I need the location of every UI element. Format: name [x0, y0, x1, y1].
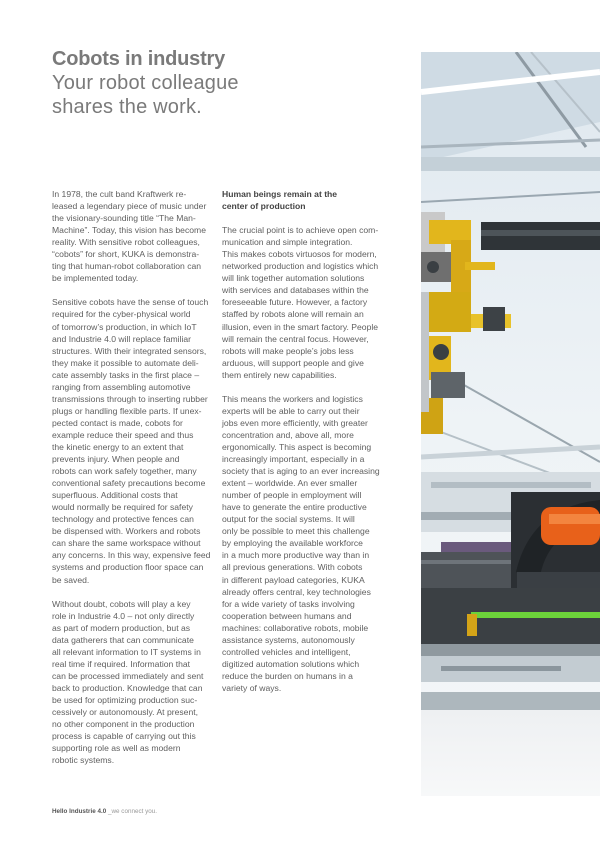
text-line: center of production	[222, 201, 306, 212]
text-line: robots can work safely together, many	[52, 466, 197, 477]
text-line: Without doubt, cobots will play a key	[52, 598, 191, 609]
text-line: robotic systems.	[52, 755, 115, 766]
text-line: ranging from assembling automotive	[52, 381, 191, 392]
text-line: arduous, will support people and give	[222, 357, 364, 368]
text-line: supporting role as well as modern	[52, 743, 181, 754]
text-line: process is capable of carrying out this	[52, 731, 196, 742]
text-line: munication and simple integration.	[222, 237, 353, 248]
body-paragraph	[52, 598, 212, 767]
text-line: pected contact is made, cobots for	[52, 417, 183, 428]
page-subtitle-line-2: shares the work.	[52, 96, 202, 118]
text-line: Human beings remain at the	[222, 189, 338, 199]
page-footer	[52, 808, 157, 815]
text-line: assistance systems, autonomously	[222, 634, 355, 645]
text-line: increasingly important, especially in a	[222, 454, 365, 465]
text-line: robots will make people’s jobs less	[222, 345, 354, 356]
text-line: in different payload categories, KUKA	[222, 574, 365, 585]
text-line: “cobots” for short, KUKA is demonstra-	[52, 249, 200, 260]
text-line: have to generate the entire productive	[222, 502, 367, 513]
text-line: already offers central, key technologies	[222, 586, 371, 597]
text-line: the kinetic energy to an extent that	[52, 441, 184, 452]
text-line: will link together automation solutions	[222, 273, 365, 284]
text-line: for a wide variety of tasks involving	[222, 598, 355, 609]
text-line: superfluous. Additional costs that	[52, 490, 178, 501]
text-line: reality. With sensitive robot colleagues,	[52, 237, 200, 248]
text-line: by employing the available workforce	[222, 538, 363, 549]
text-line: conventional safety precautions become	[52, 478, 206, 489]
text-line: be used for optimizing production suc-	[52, 694, 198, 705]
text-line: society that is aging to an ever increasing	[222, 466, 380, 477]
text-line: real time if required. Information that	[52, 658, 191, 669]
text-line: reduce the burden on humans in a	[222, 670, 353, 681]
text-line: the visionary-sounding title “The Man-	[52, 213, 196, 224]
text-line: can be processed immediately and sent	[52, 670, 204, 681]
text-line: experts will be able to carry out their	[222, 405, 360, 416]
body-paragraph	[222, 224, 387, 381]
right-text-column	[222, 188, 387, 706]
footer-tagline: _we connect you.	[108, 808, 158, 815]
text-line: can share the same workspace without	[52, 538, 201, 549]
text-line: will remain the central focus. However,	[222, 333, 369, 344]
text-line: all previous generations. With cobots	[222, 562, 363, 573]
text-line: illusion, even in the smart factory. People	[222, 321, 379, 332]
text-line: prevents injury. When people and	[52, 454, 180, 465]
text-line: with services and databases within the	[222, 285, 369, 296]
text-line: required for the cyber-physical world	[52, 309, 191, 320]
text-line: cooperation between humans and	[222, 610, 352, 621]
body-paragraph	[222, 393, 387, 694]
text-line: be saved.	[52, 574, 90, 585]
text-line: cate assembly tasks in the first place –	[52, 369, 200, 380]
text-line: any concerns. In this way, expensive feed	[52, 550, 211, 561]
text-line: of tomorrow’s production, in which IoT	[52, 321, 197, 332]
text-line: cessively or autonomously. At present,	[52, 707, 199, 718]
text-line: example reduce their speed and thus	[52, 429, 194, 440]
footer-brand: Hello Industrie 4.0	[52, 808, 107, 815]
text-line: jobs even more efficiently, with greater	[222, 417, 368, 428]
page-title: Cobots in industry	[52, 48, 226, 70]
text-line: as part of modern production, but as	[52, 622, 191, 633]
body-paragraph	[52, 188, 212, 284]
page-subtitle-line-1: Your robot colleague	[52, 72, 239, 94]
text-line: and Industrie 4.0 will replace familiar	[52, 333, 191, 344]
text-line: data gatherers that can communicate	[52, 634, 194, 645]
text-line: ting that human-robot collaboration can	[52, 261, 202, 272]
text-line: them entirely new capabilities.	[222, 369, 337, 380]
text-line: digitized automation solutions which	[222, 658, 360, 669]
text-line: concentration and, above all, more	[222, 429, 354, 440]
text-line: extent – worldwide. An ever smaller	[222, 478, 358, 489]
text-line: they make it possible to automate deli-	[52, 357, 199, 368]
body-paragraph	[52, 296, 212, 585]
factory-robot-photo	[421, 52, 600, 796]
text-line: role in Industrie 4.0 – not only directly	[52, 610, 195, 621]
text-line: all relevant information to IT systems in	[52, 646, 201, 657]
text-line: Machine”. Today, this vision has become	[52, 225, 206, 236]
text-line: be dispensed with. Workers and robots	[52, 526, 201, 537]
text-line: ergonomically. This aspect is becoming	[222, 441, 372, 452]
text-line: would normally be required for safety	[52, 502, 193, 513]
text-line: be implemented today.	[52, 273, 139, 284]
text-line: networked production and logistics which	[222, 261, 379, 272]
text-line: back to production. Knowledge that can	[52, 682, 203, 693]
text-line: leased a legendary piece of music under	[52, 201, 207, 212]
text-line: transmissions through to inserting rubber	[52, 393, 208, 404]
text-line: in a much more productive way than in	[222, 550, 370, 561]
text-line: systems and production floor space can	[52, 562, 204, 573]
text-line: The crucial point is to achieve open com-	[222, 225, 379, 236]
text-line: machines: collaborative robots, mobile	[222, 622, 369, 633]
text-line: foreseeable future. However, a factory	[222, 297, 368, 308]
page-heading	[52, 47, 382, 119]
left-text-column	[52, 188, 212, 778]
text-line: number of people in employment will	[222, 490, 362, 501]
text-line: Sensitive cobots have the sense of touch	[52, 297, 209, 308]
text-line: In 1978, the cult band Kraftwerk re-	[52, 189, 187, 199]
text-line: structures. With their integrated sensors,	[52, 345, 207, 356]
text-line: staffed by robots alone will remain an	[222, 309, 364, 320]
section-subheading	[222, 188, 387, 212]
text-line: only be possible to meet this challenge	[222, 526, 370, 537]
text-line: output for the social systems. It will	[222, 514, 355, 525]
text-line: plugs or handling flexible parts. If unex-	[52, 405, 202, 416]
text-line: no other component in the production	[52, 719, 195, 730]
text-line: This makes cobots virtuosos for modern,	[222, 249, 377, 260]
text-line: technology and protective fences can	[52, 514, 194, 525]
text-line: variety of ways.	[222, 682, 282, 693]
text-line: controlled vehicles and intelligent,	[222, 646, 351, 657]
text-line: This means the workers and logistics	[222, 393, 363, 404]
